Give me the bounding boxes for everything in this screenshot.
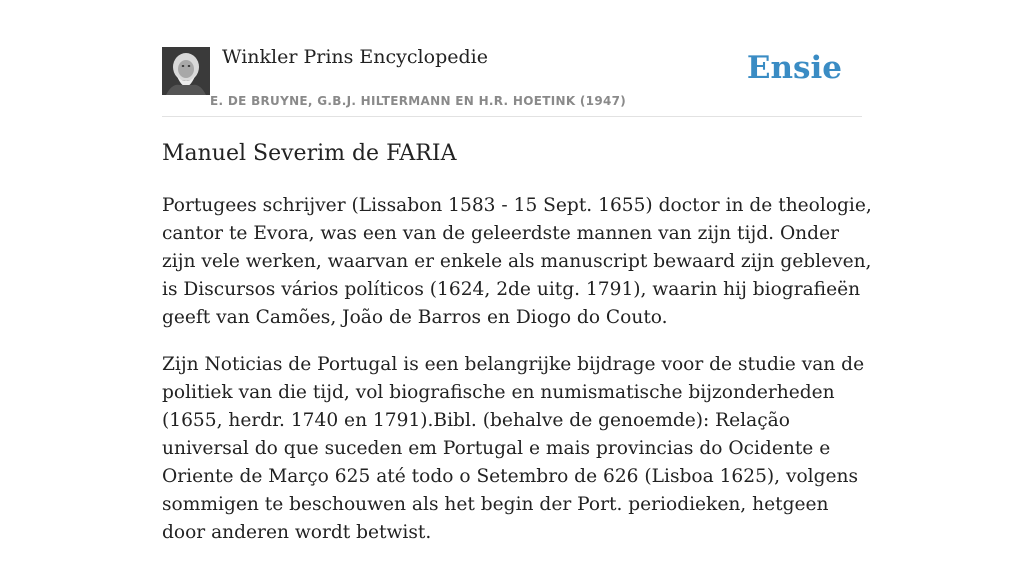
site-header: [162, 40, 862, 117]
ensie-logo-link[interactable]: Ensie: [746, 50, 842, 86]
site-title[interactable]: Winkler Prins Encyclopedie: [222, 46, 488, 68]
article-paragraph: Zijn Noticias de Portugal is een belangrijke bijdrage voor de studie van de politiek van die tijd, vol biografische en numismatische bijzonderheden (1655, herdr. 1740 en 1791).Bibl. (behalve de genoemde): Relação universal do que suceden em Portugal e mais provincias do Ocidente e Oriente de Março 625 até todo o Setembro de 626 (Lisboa 1625), volgens sommigen te beschouwen als het begin der Port. periodieken, hetgeen door anderen wordt betwist.: [162, 354, 865, 543]
author-avatar[interactable]: [162, 47, 210, 95]
article-title: Manuel Severim de FARIA: [162, 141, 457, 166]
article-paragraph: Portugees schrijver (Lissabon 1583 - 15 Sept. 1655) doctor in de theologie, cantor te Evora, was een van de geleerdste mannen van zijn tijd. Onder zijn vele werken, waarvan er enkele als manuscript bewaard zijn gebleven, is Discursos vários políticos (1624, 2de uitg. 1791), waarin hij biografieën geeft van Camões, João de Barros en Diogo do Couto.: [162, 195, 872, 328]
author-portrait-icon: [162, 47, 210, 95]
authors-byline: E. DE BRUYNE, G.B.J. HILTERMANN EN H.R. HOETINK (1947): [210, 94, 627, 108]
article-body: [162, 192, 872, 566]
